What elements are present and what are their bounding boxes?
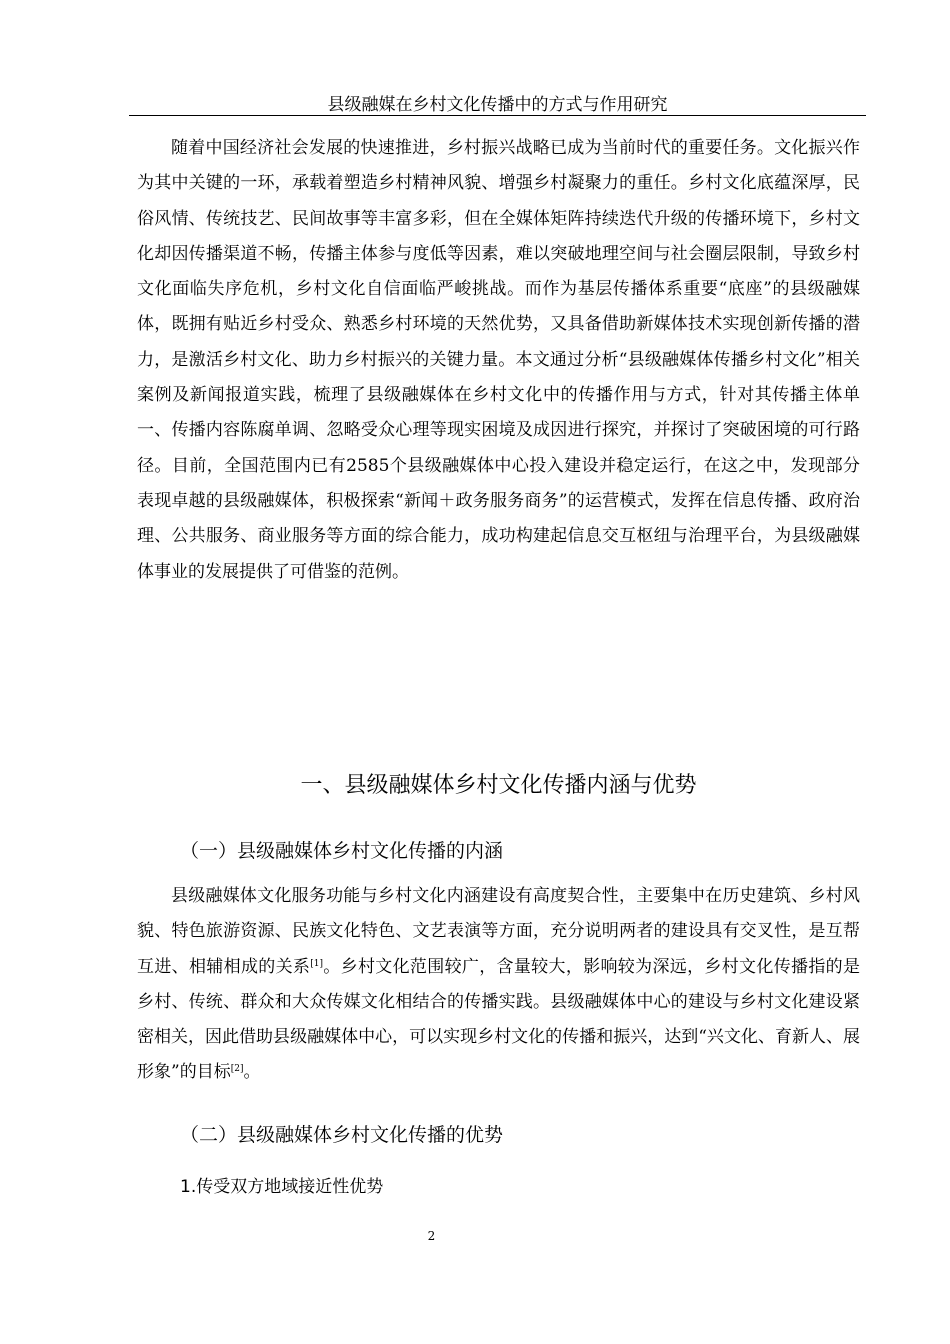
page-number: 2 <box>427 1229 436 1243</box>
paragraph-text: 。乡村文化范围较广，含量较大，影响较为深远，乡村文化传播指的是乡村、传统、群众和大众传媒文化相结合的传播实践。县级融媒体中心的建设与乡村文化建设紧密相关，因此借助县级融媒体中心，可以实现乡村文化的传播和振兴，达到“兴文化、育新人、展形象”的目标 <box>137 956 861 1083</box>
subsection-heading-connotation: （一）县级融媒体乡村文化传播的内涵 <box>180 840 504 862</box>
section-heading: 一、县级融媒体乡村文化传播内涵与优势 <box>300 773 697 798</box>
running-header: 县级融媒在乡村文化传播中的方式与作用研究 <box>327 95 668 115</box>
citation-ref[interactable]: [1] <box>310 958 323 969</box>
connotation-paragraph <box>137 879 860 1091</box>
subsection-heading-advantages: （二）县级融媒体乡村文化传播的优势 <box>180 1124 504 1146</box>
paragraph-text: 县级融媒体文化服务功能与乡村文化内涵建设有高度契合性，主要集中在历史建筑、乡村风貌、特色旅游资源、民族文化特色、文艺表演等方面，充分说明两者的建设具有交叉性，是互帮互进、相辅相成的关系 <box>137 886 860 977</box>
item-heading: 1.传受双方地域接近性优势 <box>180 1177 384 1197</box>
paragraph-text: 。 <box>243 1062 261 1083</box>
citation-ref[interactable]: [2] <box>230 1064 244 1075</box>
header-divider <box>129 115 866 116</box>
intro-paragraph: 随着中国经济社会发展的快速推进，乡村振兴战略已成为当前时代的重要任务。文化振兴作为其中关键的一环，承载着塑造乡村精神风貌、增强乡村凝聚力的重任。乡村文化底蕴深厚，民俗风情、传统技艺、民间故事等丰富多彩，但在全媒体矩阵持续迭代升级的传播环境下，乡村文化却因传播渠道不畅，传播主体参与度低等因素，难以突破地理空间与社会圈层限制，导致乡村文化面临失序危机，乡村文化自信面临严峻挑战。而作为基层传播体系重要“底座”的县级融媒体，既拥有贴近乡村受众、熟悉乡村环境的天然优势，又具备借助新媒体技术实现创新传播的潜力，是激活乡村文化、助力乡村振兴的关键力量。本文通过分析“县级融媒体传播乡村文化”相关案例及新闻报道实践，梳理了县级融媒体在乡村文化中的传播作用与方式，针对其传播主体单一、传播内容陈腐单调、忽略受众心理等现实困境及成因进行探究，并探讨了突破困境的可行路径。目前，全国范围内已有2585个县级融媒体中心投入建设并稳定运行，在这之中，发现部分表现卓越的县级融媒体，积极探索“新闻＋政务服务商务”的运营模式，发挥在信息传播、政府治理、公共服务、商业服务等方面的综合能力，成功构建起信息交互枢纽与治理平台，为县级融媒体事业的发展提供了可借鉴的范例。 <box>137 138 860 582</box>
